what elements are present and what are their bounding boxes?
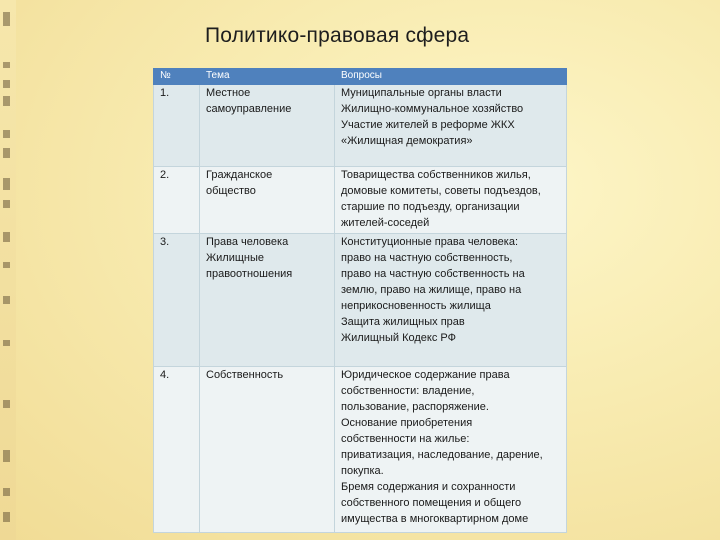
question-line: Защита жилищных прав [341,316,465,328]
question-line: Жилищный Кодекс РФ [341,332,456,344]
edge-mark [3,148,10,158]
left-edge-strip [0,0,16,540]
row-number: 3. [154,234,200,367]
question-line: имущества в многоквартирном доме [341,513,529,525]
edge-mark [3,262,10,268]
theme-line: Собственность [206,369,284,381]
question-line: землю, право на жилище, право на [341,284,522,296]
row-number: 4. [154,367,200,533]
theme-line: Права человека [206,236,289,248]
edge-mark [3,130,10,138]
question-line: право на частную собственность на [341,268,525,280]
edge-mark [3,296,10,304]
theme-line: правоотношения [206,268,293,280]
row-questions [335,234,567,367]
edge-mark [3,512,10,522]
row-number: 2. [154,167,200,234]
question-line: собственности: владение, [341,385,475,397]
theme-line: Жилищные [206,252,265,264]
table-row [154,167,567,234]
row-questions [335,167,567,234]
question-line: собственного помещения и общего [341,497,522,509]
row-theme [200,85,335,167]
edge-mark [3,200,10,208]
question-line: Бремя содержания и сохранности [341,481,516,493]
row-number: 1. [154,85,200,167]
question-line: Основание приобретения [341,417,473,429]
question-line: домовые комитеты, советы подъездов, [341,185,541,197]
header-theme: Тема [200,69,335,85]
question-line: жителей-соседей [341,217,430,229]
question-line: старшие по подъезду, организации [341,201,520,213]
edge-mark [3,232,10,242]
question-line: покупка. [341,465,384,477]
row-questions [335,367,567,533]
table-row [154,367,567,533]
edge-mark [3,400,10,408]
header-questions: Вопросы [335,69,567,85]
edge-mark [3,80,10,88]
question-line: «Жилищная демократия» [341,135,473,147]
edge-mark [3,96,10,106]
question-line: неприкосновенность жилища [341,300,491,312]
row-theme [200,167,335,234]
header-number: № [154,69,200,85]
edge-mark [3,12,10,26]
table-row [154,85,567,167]
row-theme [200,234,335,367]
edge-mark [3,62,10,68]
row-questions [335,85,567,167]
theme-line: Местное [206,87,251,99]
edge-mark [3,178,10,190]
question-line: собственности на жилье: [341,433,470,445]
theme-line: общество [206,185,256,197]
edge-mark [3,340,10,346]
row-theme [200,367,335,533]
question-line: Жилищно-коммунальное хозяйство [341,103,524,115]
table-row [154,234,567,367]
question-line: право на частную собственность, [341,252,513,264]
theme-line: самоуправление [206,103,292,115]
slide-title: Политико-правовая сфера [205,24,470,47]
question-line: Товарищества собственников жилья, [341,169,531,181]
question-line: Муниципальные органы власти [341,87,502,99]
theme-line: Гражданское [206,169,273,181]
topics-table [153,68,567,533]
edge-mark [3,488,10,496]
edge-mark [3,450,10,462]
question-line: приватизация, наследование, дарение, [341,449,543,461]
question-line: Конституционные права человека: [341,236,519,248]
question-line: Юридическое содержание права [341,369,510,381]
table-header-row [154,69,567,85]
question-line: пользование, распоряжение. [341,401,489,413]
question-line: Участие жителей в реформе ЖКХ [341,119,515,131]
